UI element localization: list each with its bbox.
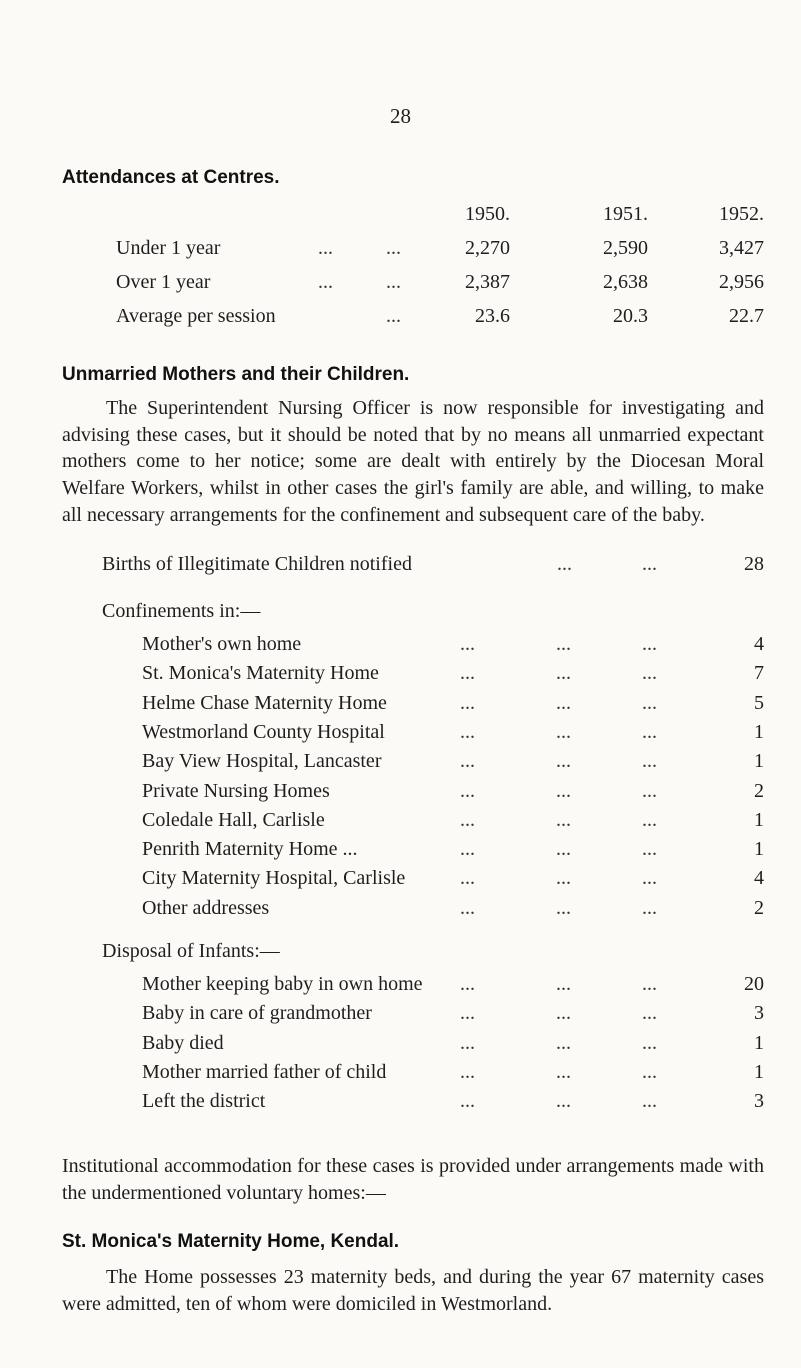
confinements-heading-text: Confinements in:— [102, 600, 261, 622]
disposal-heading [102, 940, 764, 966]
item-value: 7 [754, 662, 764, 685]
item-label: Mother keeping baby in own home [142, 973, 423, 995]
institutional-text: Institutional accommodation for these cases is provided under arrangements made with the undermentioned voluntary homes:— [62, 1155, 764, 1204]
item-label: Baby died [142, 1031, 224, 1054]
item-value: 3 [754, 1002, 764, 1025]
confinements-heading [102, 600, 764, 626]
leader-dots: ... [556, 1002, 571, 1025]
leader-dots: ... [642, 896, 657, 919]
row-label: Over 1 year [116, 271, 211, 293]
leader-dots: ... [556, 720, 571, 743]
item-label: Private Nursing Homes [142, 779, 330, 802]
list-item [142, 867, 764, 893]
leader-dots: ... [556, 867, 571, 890]
value-1952: 2,956 [719, 271, 764, 293]
leader-dots: ... [460, 1031, 475, 1054]
item-value: 1 [754, 750, 764, 773]
leader-dots: ... [642, 779, 657, 802]
leader-dots: ... [460, 973, 475, 995]
list-item [142, 809, 764, 835]
item-label: Mother married father of child [142, 1060, 387, 1083]
list-item [142, 662, 764, 688]
value-1952: 3,427 [719, 237, 764, 259]
leader-dots: ... [642, 662, 657, 685]
unmarried-heading: Unmarried Mothers and their Children. [62, 364, 410, 385]
item-label: Mother's own home [142, 633, 302, 655]
leader-dots: ... [556, 973, 571, 995]
list-item [142, 1061, 764, 1087]
unmarried-paragraph: The Superintendent Nursing Officer is now responsible for investigating and advising these cases, but it should be noted that by no means all unmarried expectant mothers come to her notice; some are dealt with entirely by the Diocesan Moral Welfare Workers, whilst in other cases the girl's family are able, and willing, to make all necessary arrangements for the confinement and subsequent care of the baby. [62, 397, 764, 526]
item-label: St. Monica's Maternity Home [142, 662, 379, 685]
item-value: 5 [754, 691, 764, 714]
leader-dots: ... [556, 838, 571, 861]
item-value: 1 [754, 1060, 764, 1083]
item-label: Baby in care of grandmother [142, 1002, 372, 1025]
leader-dots: ... [556, 1031, 571, 1054]
leader-dots: ... [460, 779, 475, 802]
leader-dots: ... [556, 779, 571, 802]
births-label: Births of Illegitimate Children notified [102, 553, 412, 575]
leader-dots: ... [386, 271, 401, 293]
leader-dots: ... [460, 662, 475, 685]
item-label: Other addresses [142, 896, 270, 919]
leader-dots: ... [642, 1031, 657, 1054]
leader-dots: ... [556, 691, 571, 714]
value-1951: 2,590 [603, 237, 648, 259]
item-value: 2 [754, 896, 764, 919]
item-value: 20 [744, 973, 764, 995]
item-label: Left the district [142, 1090, 266, 1113]
institutional-paragraph [62, 1153, 764, 1206]
item-value: 1 [754, 720, 764, 743]
leader-dots: ... [642, 750, 657, 773]
leader-dots: ... [556, 662, 571, 685]
item-label: Coledale Hall, Carlisle [142, 808, 325, 831]
births-value: 28 [744, 553, 764, 575]
item-label: Westmorland County Hospital [142, 720, 385, 743]
list-item [142, 750, 764, 776]
value-1951: 2,638 [603, 271, 648, 293]
leader-dots: ... [642, 1060, 657, 1083]
item-label: Penrith Maternity Home ... [142, 838, 358, 861]
item-value: 4 [754, 633, 764, 655]
item-value: 1 [754, 838, 764, 861]
list-item [142, 692, 764, 718]
list-item [142, 838, 764, 864]
item-value: 1 [754, 808, 764, 831]
leader-dots: ... [460, 867, 475, 890]
row-label: Under 1 year [116, 237, 221, 259]
attendances-row-over-1 [0, 271, 801, 297]
leader-dots: ... [460, 750, 475, 773]
leader-dots: ... [386, 305, 401, 327]
leader-dots: ... [556, 1060, 571, 1083]
list-item [142, 633, 764, 659]
leader-dots: ... [386, 237, 401, 259]
item-value: 2 [754, 779, 764, 802]
leader-dots: ... [460, 896, 475, 919]
leader-dots: ... [556, 750, 571, 773]
item-value: 4 [754, 867, 764, 890]
leader-dots: ... [460, 1002, 475, 1025]
leader-dots: ... [460, 808, 475, 831]
births-row [102, 553, 764, 579]
leader-dots: ... [318, 237, 333, 259]
page-number: 28 [390, 104, 411, 128]
list-item [142, 973, 764, 999]
leader-dots: ... [460, 720, 475, 743]
list-item [142, 1002, 764, 1028]
leader-dots: ... [642, 867, 657, 890]
leader-dots: ... [642, 720, 657, 743]
row-label: Average per session [116, 305, 276, 327]
list-item [142, 1090, 764, 1116]
value-1951: 20.3 [613, 305, 648, 327]
leader-dots: ... [318, 271, 333, 293]
leader-dots: ... [460, 633, 475, 655]
st-monicas-heading: St. Monica's Maternity Home, Kendal. [62, 1231, 400, 1252]
leader-dots: ... [642, 691, 657, 714]
leader-dots: ... [642, 838, 657, 861]
leader-dots: ... [556, 1090, 571, 1113]
item-label: City Maternity Hospital, Carlisle [142, 867, 406, 890]
year-header-1951: 1951. [603, 203, 648, 225]
attendances-row-under-1 [0, 237, 801, 263]
attendances-row-average [0, 305, 801, 331]
leader-dots: ... [642, 553, 657, 575]
list-item [142, 721, 764, 747]
list-item [142, 780, 764, 806]
item-value: 1 [754, 1031, 764, 1054]
leader-dots: ... [460, 691, 475, 714]
value-1950: 23.6 [475, 305, 510, 327]
disposal-heading-text: Disposal of Infants:— [102, 940, 280, 962]
list-item [142, 897, 764, 923]
attendances-header-row [0, 203, 801, 229]
leader-dots: ... [642, 1090, 657, 1113]
year-header-1952: 1952. [719, 203, 764, 225]
leader-dots: ... [556, 896, 571, 919]
value-1950: 2,387 [465, 271, 510, 293]
leader-dots: ... [460, 838, 475, 861]
leader-dots: ... [642, 973, 657, 995]
value-1950: 2,270 [465, 237, 510, 259]
leader-dots: ... [460, 1090, 475, 1113]
attendances-heading: Attendances at Centres. [62, 167, 280, 188]
leader-dots: ... [642, 1002, 657, 1025]
item-label: Bay View Hospital, Lancaster [142, 750, 382, 773]
list-item [142, 1032, 764, 1058]
leader-dots: ... [556, 633, 571, 655]
leader-dots: ... [642, 633, 657, 655]
item-value: 3 [754, 1090, 764, 1113]
leader-dots: ... [642, 808, 657, 831]
item-label: Helme Chase Maternity Home [142, 691, 387, 714]
value-1952: 22.7 [729, 305, 764, 327]
leader-dots: ... [556, 808, 571, 831]
leader-dots: ... [557, 553, 572, 575]
year-header-1950: 1950. [465, 203, 510, 225]
leader-dots: ... [460, 1060, 475, 1083]
st-monicas-paragraph: The Home possesses 23 maternity beds, and during the year 67 maternity cases were admitted, ten of whom were domiciled in Westmorland. [62, 1266, 764, 1315]
